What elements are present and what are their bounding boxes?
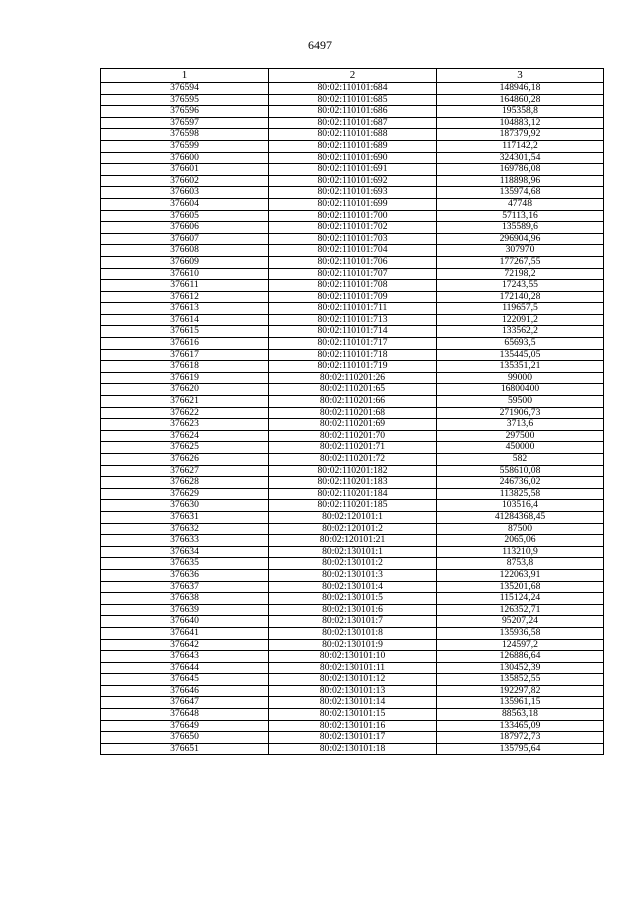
value-cell: 113210,9 xyxy=(437,546,604,558)
row-number-cell: 376642 xyxy=(101,639,269,651)
cadastral-number-cell: 80:02:130101:5 xyxy=(269,593,437,605)
value-cell: 65693,5 xyxy=(437,338,604,350)
value-cell: 307970 xyxy=(437,245,604,257)
table-row xyxy=(101,349,604,361)
row-number-cell: 376640 xyxy=(101,616,269,628)
row-number-cell: 376634 xyxy=(101,546,269,558)
table-row xyxy=(101,604,604,616)
value-cell: 582 xyxy=(437,454,604,466)
row-number-cell: 376638 xyxy=(101,593,269,605)
cadastral-number-cell: 80:02:110101:708 xyxy=(269,280,437,292)
cadastral-number-cell: 80:02:130101:1 xyxy=(269,546,437,558)
row-number-cell: 376626 xyxy=(101,454,269,466)
value-cell: 192297,82 xyxy=(437,685,604,697)
row-number-cell: 376625 xyxy=(101,442,269,454)
table-body xyxy=(101,83,604,755)
table-row xyxy=(101,442,604,454)
table-row xyxy=(101,523,604,535)
table-row xyxy=(101,419,604,431)
cadastral-number-cell: 80:02:120101:21 xyxy=(269,535,437,547)
row-number-cell: 376617 xyxy=(101,349,269,361)
table-row xyxy=(101,743,604,755)
value-cell: 296904,96 xyxy=(437,233,604,245)
row-number-cell: 376650 xyxy=(101,732,269,744)
cadastral-number-cell: 80:02:110201:71 xyxy=(269,442,437,454)
table-row xyxy=(101,651,604,663)
table-row xyxy=(101,558,604,570)
cadastral-number-cell: 80:02:110201:26 xyxy=(269,372,437,384)
cadastral-number-cell: 80:02:130101:2 xyxy=(269,558,437,570)
row-number-cell: 376649 xyxy=(101,720,269,732)
value-cell: 135351,21 xyxy=(437,361,604,373)
table-row xyxy=(101,314,604,326)
cadastral-number-cell: 80:02:130101:3 xyxy=(269,569,437,581)
table-row xyxy=(101,488,604,500)
row-number-cell: 376641 xyxy=(101,627,269,639)
row-number-cell: 376609 xyxy=(101,256,269,268)
row-number-cell: 376637 xyxy=(101,581,269,593)
value-cell: 88563,18 xyxy=(437,709,604,721)
cadastral-number-cell: 80:02:110201:66 xyxy=(269,396,437,408)
value-cell: 177267,55 xyxy=(437,256,604,268)
row-number-cell: 376636 xyxy=(101,569,269,581)
cadastral-number-cell: 80:02:130101:10 xyxy=(269,651,437,663)
cadastral-number-cell: 80:02:110201:68 xyxy=(269,407,437,419)
row-number-cell: 376633 xyxy=(101,535,269,547)
table-row xyxy=(101,581,604,593)
cadastral-number-cell: 80:02:110101:709 xyxy=(269,291,437,303)
column-header-2: 2 xyxy=(269,69,437,83)
table-row xyxy=(101,685,604,697)
row-number-cell: 376601 xyxy=(101,164,269,176)
cadastral-number-cell: 80:02:120101:1 xyxy=(269,511,437,523)
cadastral-number-cell: 80:02:130101:13 xyxy=(269,685,437,697)
row-number-cell: 376644 xyxy=(101,662,269,674)
row-number-cell: 376632 xyxy=(101,523,269,535)
table-row xyxy=(101,454,604,466)
cadastral-number-cell: 80:02:130101:18 xyxy=(269,743,437,755)
value-cell: 297500 xyxy=(437,430,604,442)
value-cell: 169786,08 xyxy=(437,164,604,176)
row-number-cell: 376604 xyxy=(101,198,269,210)
table-row xyxy=(101,256,604,268)
table-row xyxy=(101,233,604,245)
table-row xyxy=(101,732,604,744)
value-cell: 450000 xyxy=(437,442,604,454)
table-row xyxy=(101,140,604,152)
cadastral-number-cell: 80:02:110101:718 xyxy=(269,349,437,361)
table-row xyxy=(101,210,604,222)
row-number-cell: 376629 xyxy=(101,488,269,500)
row-number-cell: 376597 xyxy=(101,117,269,129)
table-row xyxy=(101,268,604,280)
table-row xyxy=(101,280,604,292)
value-cell: 135852,55 xyxy=(437,674,604,686)
row-number-cell: 376645 xyxy=(101,674,269,686)
cadastral-number-cell: 80:02:130101:4 xyxy=(269,581,437,593)
cadastral-number-cell: 80:02:120101:2 xyxy=(269,523,437,535)
cadastral-number-cell: 80:02:110101:703 xyxy=(269,233,437,245)
value-cell: 122091,2 xyxy=(437,314,604,326)
row-number-cell: 376600 xyxy=(101,152,269,164)
table-row xyxy=(101,407,604,419)
value-cell: 558610,08 xyxy=(437,465,604,477)
cadastral-number-cell: 80:02:130101:11 xyxy=(269,662,437,674)
row-number-cell: 376616 xyxy=(101,338,269,350)
value-cell: 119657,5 xyxy=(437,303,604,315)
table-row xyxy=(101,674,604,686)
row-number-cell: 376647 xyxy=(101,697,269,709)
page-number: 6497 xyxy=(308,38,332,52)
value-cell: 246736,02 xyxy=(437,477,604,489)
table-row xyxy=(101,117,604,129)
table-row xyxy=(101,396,604,408)
value-cell: 135974,68 xyxy=(437,187,604,199)
table-row xyxy=(101,627,604,639)
cadastral-number-cell: 80:02:110101:719 xyxy=(269,361,437,373)
cadastral-number-cell: 80:02:110101:707 xyxy=(269,268,437,280)
value-cell: 99000 xyxy=(437,372,604,384)
cadastral-number-cell: 80:02:110101:685 xyxy=(269,94,437,106)
value-cell: 126352,71 xyxy=(437,604,604,616)
row-number-cell: 376596 xyxy=(101,106,269,118)
row-number-cell: 376651 xyxy=(101,743,269,755)
table-row xyxy=(101,372,604,384)
row-number-cell: 376613 xyxy=(101,303,269,315)
table-row xyxy=(101,430,604,442)
row-number-cell: 376612 xyxy=(101,291,269,303)
row-number-cell: 376611 xyxy=(101,280,269,292)
value-cell: 133465,09 xyxy=(437,720,604,732)
table-row xyxy=(101,500,604,512)
table-row xyxy=(101,164,604,176)
row-number-cell: 376610 xyxy=(101,268,269,280)
cadastral-number-cell: 80:02:110101:713 xyxy=(269,314,437,326)
value-cell: 115124,24 xyxy=(437,593,604,605)
row-number-cell: 376599 xyxy=(101,140,269,152)
row-number-cell: 376623 xyxy=(101,419,269,431)
value-cell: 172140,28 xyxy=(437,291,604,303)
cadastral-number-cell: 80:02:110101:702 xyxy=(269,222,437,234)
table-row xyxy=(101,662,604,674)
table-row xyxy=(101,569,604,581)
cadastral-number-cell: 80:02:130101:9 xyxy=(269,639,437,651)
row-number-cell: 376628 xyxy=(101,477,269,489)
value-cell: 130452,39 xyxy=(437,662,604,674)
value-cell: 324301,54 xyxy=(437,152,604,164)
row-number-cell: 376621 xyxy=(101,396,269,408)
row-number-cell: 376594 xyxy=(101,83,269,95)
table-row xyxy=(101,175,604,187)
value-cell: 41284368,45 xyxy=(437,511,604,523)
table-row xyxy=(101,245,604,257)
cadastral-number-cell: 80:02:130101:15 xyxy=(269,709,437,721)
cadastral-number-cell: 80:02:110201:69 xyxy=(269,419,437,431)
value-cell: 113825,58 xyxy=(437,488,604,500)
value-cell: 2065,06 xyxy=(437,535,604,547)
cadastral-number-cell: 80:02:110101:689 xyxy=(269,140,437,152)
value-cell: 118898,96 xyxy=(437,175,604,187)
table-row xyxy=(101,697,604,709)
value-cell: 135961,15 xyxy=(437,697,604,709)
table-row xyxy=(101,639,604,651)
value-cell: 122063,91 xyxy=(437,569,604,581)
cadastral-number-cell: 80:02:130101:17 xyxy=(269,732,437,744)
value-cell: 87500 xyxy=(437,523,604,535)
row-number-cell: 376627 xyxy=(101,465,269,477)
value-cell: 164860,28 xyxy=(437,94,604,106)
value-cell: 133562,2 xyxy=(437,326,604,338)
row-number-cell: 376646 xyxy=(101,685,269,697)
value-cell: 187972,73 xyxy=(437,732,604,744)
value-cell: 57113,16 xyxy=(437,210,604,222)
cadastral-number-cell: 80:02:110101:706 xyxy=(269,256,437,268)
row-number-cell: 376614 xyxy=(101,314,269,326)
cadastral-number-cell: 80:02:110101:693 xyxy=(269,187,437,199)
row-number-cell: 376624 xyxy=(101,430,269,442)
value-cell: 47748 xyxy=(437,198,604,210)
row-number-cell: 376639 xyxy=(101,604,269,616)
value-cell: 126886,64 xyxy=(437,651,604,663)
table-row xyxy=(101,709,604,721)
value-cell: 271906,73 xyxy=(437,407,604,419)
value-cell: 135201,68 xyxy=(437,581,604,593)
table-row xyxy=(101,187,604,199)
row-number-cell: 376622 xyxy=(101,407,269,419)
row-number-cell: 376635 xyxy=(101,558,269,570)
cadastral-number-cell: 80:02:110101:688 xyxy=(269,129,437,141)
cadastral-number-cell: 80:02:110101:700 xyxy=(269,210,437,222)
data-table xyxy=(100,68,604,755)
cadastral-number-cell: 80:02:130101:14 xyxy=(269,697,437,709)
cadastral-number-cell: 80:02:110101:684 xyxy=(269,83,437,95)
value-cell: 135589,6 xyxy=(437,222,604,234)
row-number-cell: 376630 xyxy=(101,500,269,512)
cadastral-number-cell: 80:02:110201:70 xyxy=(269,430,437,442)
table-row xyxy=(101,94,604,106)
table-row xyxy=(101,511,604,523)
cadastral-number-cell: 80:02:130101:16 xyxy=(269,720,437,732)
table-row xyxy=(101,477,604,489)
value-cell: 3713,6 xyxy=(437,419,604,431)
table-row xyxy=(101,83,604,95)
table-row xyxy=(101,361,604,373)
row-number-cell: 376608 xyxy=(101,245,269,257)
table-row xyxy=(101,106,604,118)
table-row xyxy=(101,465,604,477)
cadastral-number-cell: 80:02:110201:185 xyxy=(269,500,437,512)
table-row xyxy=(101,152,604,164)
table-row xyxy=(101,222,604,234)
cadastral-number-cell: 80:02:110101:686 xyxy=(269,106,437,118)
table-row xyxy=(101,546,604,558)
row-number-cell: 376618 xyxy=(101,361,269,373)
row-number-cell: 376595 xyxy=(101,94,269,106)
cadastral-number-cell: 80:02:110101:692 xyxy=(269,175,437,187)
row-number-cell: 376648 xyxy=(101,709,269,721)
row-number-cell: 376631 xyxy=(101,511,269,523)
row-number-cell: 376619 xyxy=(101,372,269,384)
row-number-cell: 376602 xyxy=(101,175,269,187)
table-row xyxy=(101,338,604,350)
cadastral-number-cell: 80:02:130101:6 xyxy=(269,604,437,616)
table-row xyxy=(101,303,604,315)
row-number-cell: 376615 xyxy=(101,326,269,338)
table-row xyxy=(101,720,604,732)
row-number-cell: 376620 xyxy=(101,384,269,396)
table-row xyxy=(101,198,604,210)
value-cell: 148946,18 xyxy=(437,83,604,95)
row-number-cell: 376607 xyxy=(101,233,269,245)
cadastral-number-cell: 80:02:110101:687 xyxy=(269,117,437,129)
table-row xyxy=(101,535,604,547)
cadastral-number-cell: 80:02:110101:704 xyxy=(269,245,437,257)
cadastral-number-cell: 80:02:110101:690 xyxy=(269,152,437,164)
value-cell: 124597,2 xyxy=(437,639,604,651)
value-cell: 135795,64 xyxy=(437,743,604,755)
cadastral-number-cell: 80:02:110201:72 xyxy=(269,454,437,466)
value-cell: 72198,2 xyxy=(437,268,604,280)
value-cell: 95207,24 xyxy=(437,616,604,628)
cadastral-number-cell: 80:02:110101:691 xyxy=(269,164,437,176)
table-row xyxy=(101,616,604,628)
value-cell: 117142,2 xyxy=(437,140,604,152)
cadastral-number-cell: 80:02:110101:714 xyxy=(269,326,437,338)
cadastral-number-cell: 80:02:110201:184 xyxy=(269,488,437,500)
value-cell: 135445,05 xyxy=(437,349,604,361)
table-row xyxy=(101,129,604,141)
table-header xyxy=(101,69,604,83)
row-number-cell: 376606 xyxy=(101,222,269,234)
value-cell: 59500 xyxy=(437,396,604,408)
table-row xyxy=(101,384,604,396)
header-row xyxy=(101,69,604,83)
row-number-cell: 376605 xyxy=(101,210,269,222)
cadastral-number-cell: 80:02:110101:699 xyxy=(269,198,437,210)
value-cell: 17243,55 xyxy=(437,280,604,292)
cadastral-number-cell: 80:02:110201:65 xyxy=(269,384,437,396)
row-number-cell: 376598 xyxy=(101,129,269,141)
table-row xyxy=(101,593,604,605)
value-cell: 135936,58 xyxy=(437,627,604,639)
value-cell: 16800400 xyxy=(437,384,604,396)
table-row xyxy=(101,291,604,303)
cadastral-number-cell: 80:02:110201:182 xyxy=(269,465,437,477)
row-number-cell: 376603 xyxy=(101,187,269,199)
cadastral-number-cell: 80:02:110101:711 xyxy=(269,303,437,315)
cadastral-number-cell: 80:02:110201:183 xyxy=(269,477,437,489)
table-row xyxy=(101,326,604,338)
cadastral-number-cell: 80:02:130101:12 xyxy=(269,674,437,686)
cadastral-number-cell: 80:02:130101:8 xyxy=(269,627,437,639)
cadastral-number-cell: 80:02:110101:717 xyxy=(269,338,437,350)
row-number-cell: 376643 xyxy=(101,651,269,663)
cadastral-number-cell: 80:02:130101:7 xyxy=(269,616,437,628)
value-cell: 195358,8 xyxy=(437,106,604,118)
value-cell: 187379,92 xyxy=(437,129,604,141)
column-header-1: 1 xyxy=(101,69,269,83)
column-header-3: 3 xyxy=(437,69,604,83)
value-cell: 103516,4 xyxy=(437,500,604,512)
value-cell: 104883,12 xyxy=(437,117,604,129)
value-cell: 8753,8 xyxy=(437,558,604,570)
